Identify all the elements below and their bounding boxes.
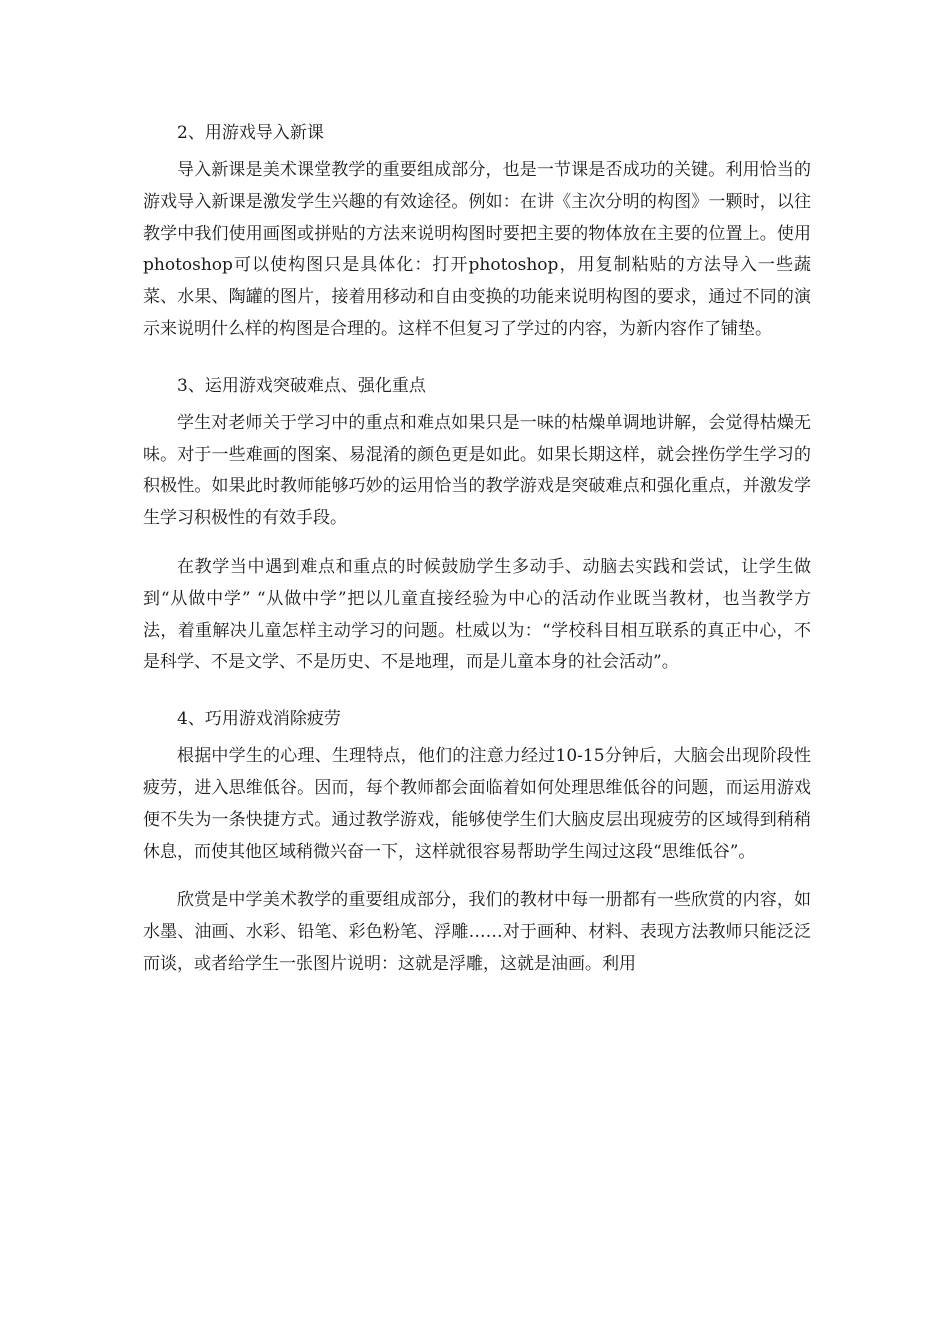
document-page — [143, 110, 811, 998]
section-game-intro — [143, 110, 811, 346]
section-heading: 2、用游戏导入新课 — [177, 123, 324, 143]
section-heading: 3、运用游戏突破难点、强化重点 — [177, 375, 426, 396]
section-difficulties — [143, 363, 811, 679]
body-paragraph: 学生对老师关于学习中的重点和难点如果只是一味的枯燥单调地讲解，会觉得枯燥无味。对于一些难画的图案、易混淆的颜色更是如此。如果长期这样，就会挫伤学生学习的积极性。如果此时教师能够巧妙的运用恰当的教学游戏是突破难点和强化重点，并激发学生学习积极性的有效手段。 — [143, 412, 811, 529]
section-fatigue — [143, 696, 811, 981]
section-heading: 4、巧用游戏消除疲劳 — [177, 709, 341, 730]
body-paragraph: 导入新课是美术课堂教学的重要组成部分，也是一节课是否成功的关键。利用恰当的游戏导入新课是激发学生兴趣的有效途径。例如：在讲《主次分明的构图》一颗时，以往教学中我们使用画图或拼贴的方法来说明构图时要把主要的物体放在主要的位置上。使用photoshop可以使构图只是具体化：打开photoshop，用复制粘贴的方法导入一些蔬菜、水果、陶罐的图片，接着用移动和自由变换的功能来说明构图的要求，通过不同的演示来说明什么样的构图是合理的。这样不但复习了学过的内容，为新内容作了铺垫。 — [143, 160, 811, 339]
body-paragraph: 在教学当中遇到难点和重点的时候鼓励学生多动手、动脑去实践和尝试，让学生做到“从做中学” “从做中学”把以儿童直接经验为中心的活动作业既当教材，也当教学方法，着重解决儿童怎样主动学习的问题。杜威以为：“学校科目相互联系的真正中心，不是科学、不是文学、不是历史、不是地理，而是儿童本身的社会活动”。 — [143, 556, 811, 673]
body-paragraph: 欣赏是中学美术教学的重要组成部分，我们的教材中每一册都有一些欣赏的内容，如水墨、油画、水彩、铅笔、彩色粉笔、浮雕……对于画种、材料、表现方法教师只能泛泛而谈，或者给学生一张图片说明：这就是浮雕，这就是油画。利用 — [143, 890, 811, 974]
body-paragraph: 根据中学生的心理、生理特点，他们的注意力经过10-15分钟后，大脑会出现阶段性疲劳，进入思维低谷。因而，每个教师都会面临着如何处理思维低谷的问题，而运用游戏便不失为一条快捷方式。通过教学游戏，能够使学生们大脑皮层出现疲劳的区域得到稍稍休息，而使其他区域稍微兴奋一下，这样就很容易帮助学生闯过这段“思维低谷”。 — [143, 746, 811, 862]
